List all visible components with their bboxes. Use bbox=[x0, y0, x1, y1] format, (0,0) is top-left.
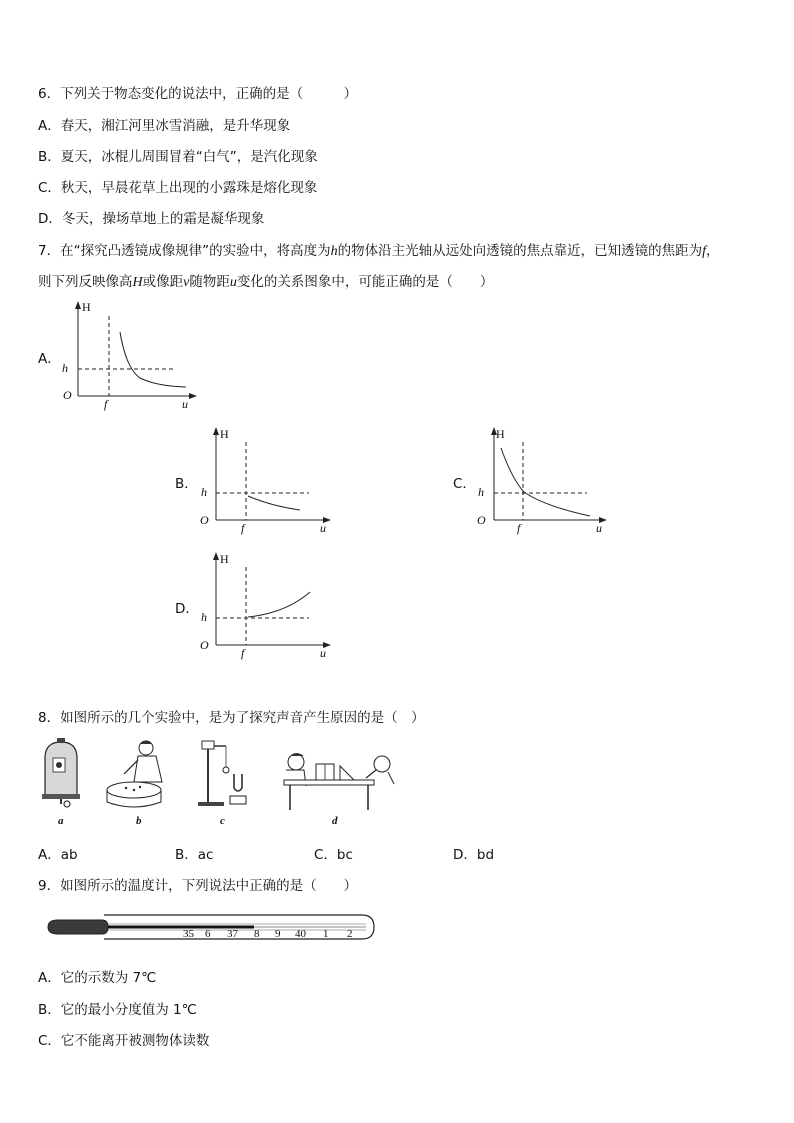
q8-figure-d-table bbox=[280, 740, 398, 816]
f-label: f bbox=[241, 521, 245, 535]
q8-choice-a: A．ab bbox=[38, 847, 78, 863]
q8-figure-label-c: c bbox=[220, 815, 225, 827]
q8-stem: 8．如图所示的几个实验中，是为了探究声音产生原因的是（ ） bbox=[38, 710, 425, 726]
q7-option-d-label: D． bbox=[175, 601, 199, 617]
h-label: h bbox=[478, 485, 484, 499]
q7-graph-b bbox=[196, 424, 336, 543]
q8-figure-c-tuning-fork bbox=[194, 738, 256, 814]
origin-label: O bbox=[200, 513, 209, 527]
q6-stem: 6．下列关于物态变化的说法中，正确的是（ ） bbox=[38, 86, 358, 102]
q8-figure-label-a: a bbox=[58, 815, 64, 827]
q8-choice-b: B．ac bbox=[175, 847, 214, 863]
x-axis-label: u bbox=[182, 397, 188, 411]
q7-option-b-label: B． bbox=[175, 476, 198, 492]
q7-stem-line1: 7．在“探究凸透镜成像规律”的实验中，将高度为h的物体沿主光轴从远处向透镜的焦点靠近，已知透镜的焦距为f， bbox=[38, 243, 720, 259]
q9-stem: 9．如图所示的温度计，下列说法中正确的是（ ） bbox=[38, 878, 358, 894]
q7-graph-c bbox=[474, 424, 614, 543]
q7-option-c-label: C． bbox=[453, 476, 476, 492]
x-axis-label: u bbox=[596, 521, 602, 535]
origin-label: O bbox=[200, 638, 209, 652]
q7-graph-a bbox=[58, 298, 198, 417]
q8-figure-label-d: d bbox=[332, 815, 338, 827]
q6-option-b: B．夏天，冰棍儿周围冒着“白气”，是汽化现象 bbox=[38, 149, 318, 165]
h-label: h bbox=[201, 485, 207, 499]
y-axis-label: H bbox=[496, 427, 505, 441]
q7-option-a-label: A． bbox=[38, 351, 61, 367]
q7-stem-line2: 则下列反映像高H或像距v随物距u变化的关系图象中，可能正确的是（ ） bbox=[38, 274, 494, 290]
q8-figure-a-bell-jar bbox=[36, 736, 86, 812]
q7-graph-d bbox=[196, 549, 336, 668]
y-axis-label: H bbox=[82, 300, 91, 314]
y-axis-label: H bbox=[220, 427, 229, 441]
q6-option-a: A．春天，湘江河里冰雪消融，是升华现象 bbox=[38, 118, 291, 134]
f-label: f bbox=[517, 521, 521, 535]
h-label: h bbox=[62, 361, 68, 375]
q6-option-d: D．冬天，操场草地上的霜是凝华现象 bbox=[38, 211, 265, 227]
q9-option-b: B．它的最小分度值为 1℃ bbox=[38, 1002, 197, 1018]
origin-label: O bbox=[477, 513, 486, 527]
f-label: f bbox=[104, 397, 108, 411]
q9-option-c: C．它不能离开被测物体读数 bbox=[38, 1033, 210, 1049]
q8-figure-label-b: b bbox=[136, 815, 142, 827]
origin-label: O bbox=[63, 388, 72, 402]
f-label: f bbox=[241, 646, 245, 660]
q9-option-a: A．它的示数为 7℃ bbox=[38, 970, 157, 986]
q6-option-c: C．秋天，早晨花草上出现的小露珠是熔化现象 bbox=[38, 180, 318, 196]
q8-figure-b-drum bbox=[104, 738, 174, 816]
y-axis-label: H bbox=[220, 552, 229, 566]
q8-choice-d: D．bd bbox=[453, 847, 495, 863]
x-axis-label: u bbox=[320, 646, 326, 660]
h-label: h bbox=[201, 610, 207, 624]
q8-choice-c: C．bc bbox=[314, 847, 353, 863]
x-axis-label: u bbox=[320, 521, 326, 535]
